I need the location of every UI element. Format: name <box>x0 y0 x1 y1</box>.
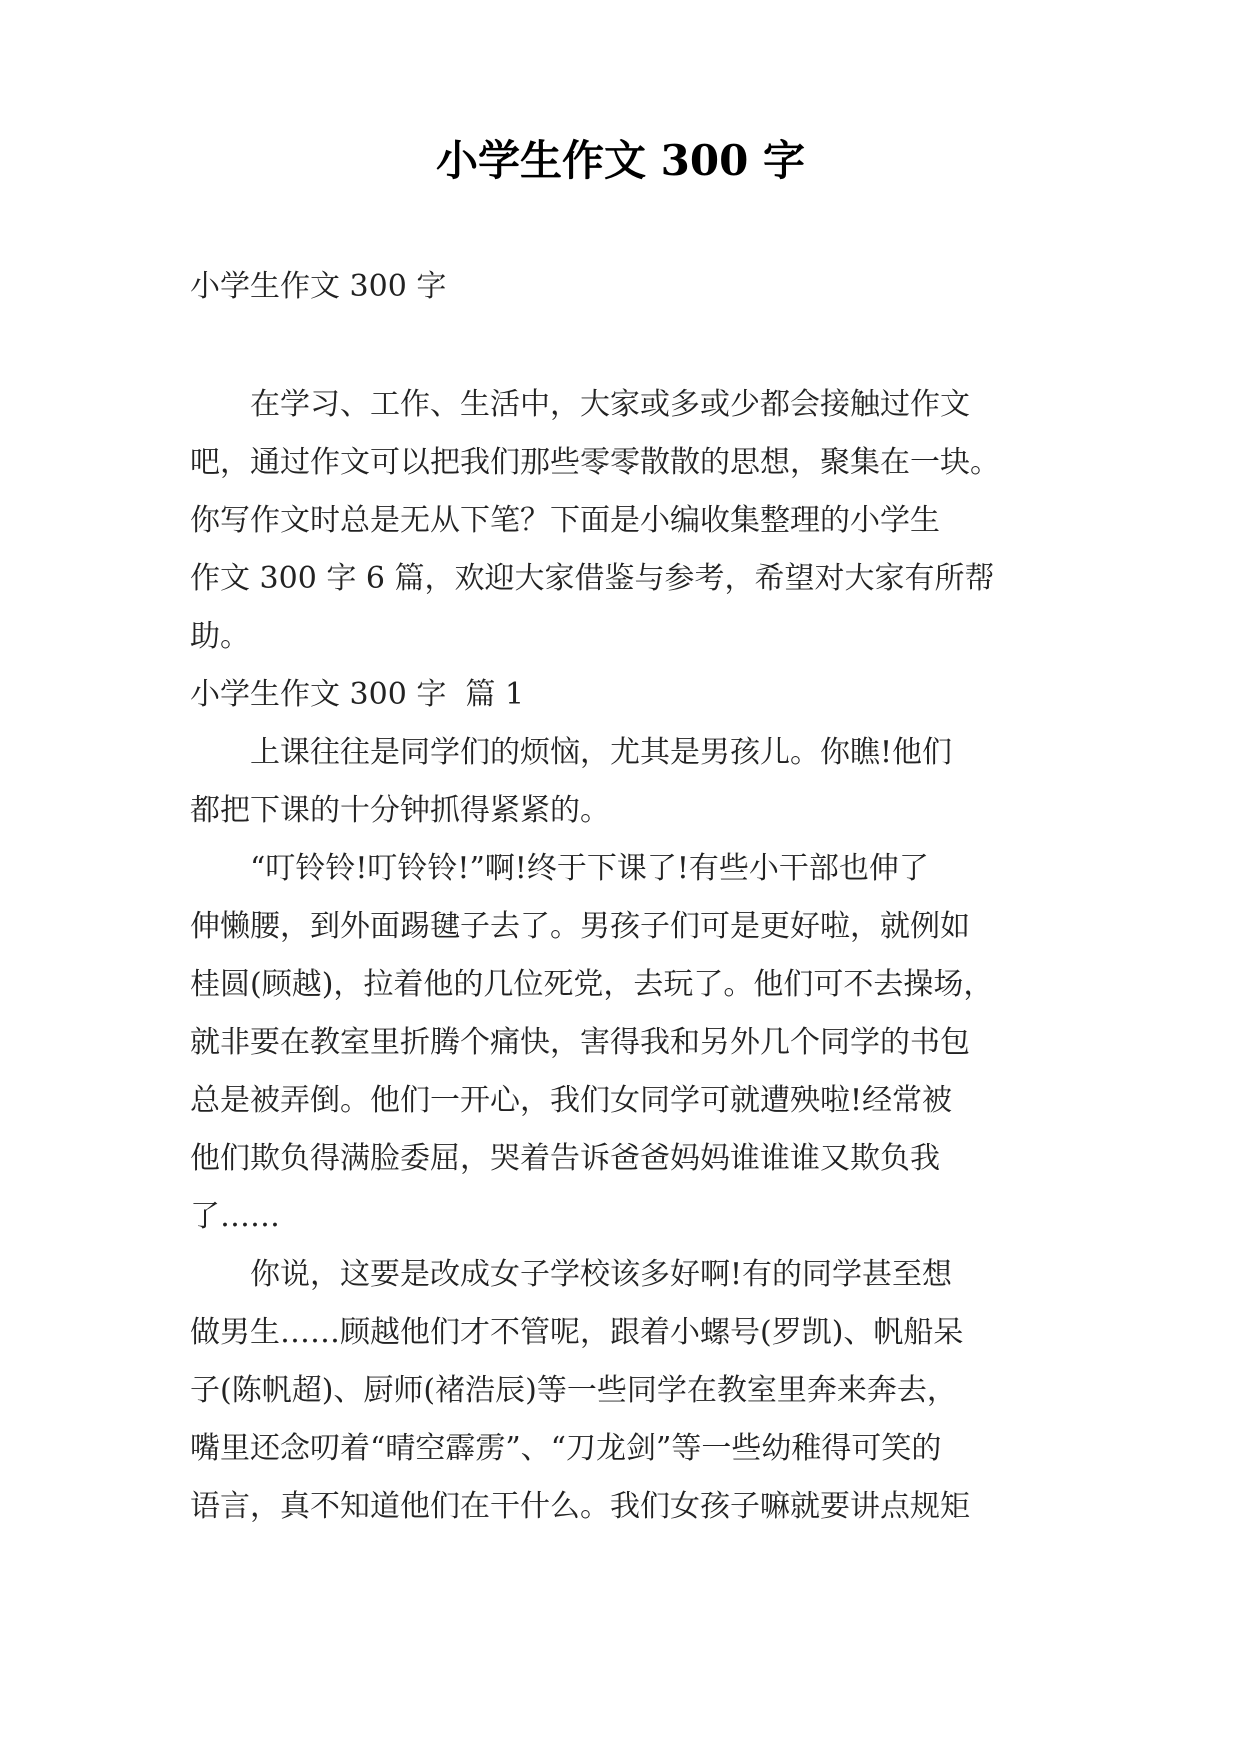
paragraph-line: 他们欺负得满脸委屈，哭着告诉爸爸妈妈谁谁谁又欺负我 <box>190 1141 940 1176</box>
document-subtitle: 小学生作文 300 字 <box>190 269 447 304</box>
paragraph-line: “叮铃铃!叮铃铃!”啊!终于下课了!有些小干部也伸了 <box>190 851 929 886</box>
intro-line: 在学习、工作、生活中，大家或多或少都会接触过作文 <box>190 387 970 422</box>
document-body <box>190 258 1052 1536</box>
intro-line: 作文 300 字 6 篇，欢迎大家借鉴与参考，希望对大家有所帮 <box>190 561 995 596</box>
body-paragraph-1 <box>190 724 1052 840</box>
body-paragraph-2 <box>190 840 1052 1246</box>
intro-line: 助。 <box>190 619 250 654</box>
paragraph-line: 子(陈帆超)、厨师(褚浩辰)等一些同学在教室里奔来奔去， <box>190 1373 957 1408</box>
paragraph-line: 语言，真不知道他们在干什么。我们女孩子嘛就要讲点规矩 <box>190 1489 970 1524</box>
paragraph-line: 都把下课的十分钟抓得紧紧的。 <box>190 793 610 828</box>
paragraph-line: 桂圆(顾越)，拉着他的几位死党，去玩了。他们可不去操场， <box>190 967 994 1002</box>
paragraph-line: 嘴里还念叨着“晴空霹雳”、“刀龙剑”等一些幼稚得可笑的 <box>190 1431 942 1466</box>
paragraph-line: 上课往往是同学们的烦恼，尤其是男孩儿。你瞧!他们 <box>190 735 953 770</box>
intro-line: 吧，通过作文可以把我们那些零零散散的思想，聚集在一块。 <box>190 445 1000 480</box>
paragraph-line: 总是被弄倒。他们一开心，我们女同学可就遭殃啦!经常被 <box>190 1083 953 1118</box>
section-heading: 小学生作文 300 字 篇 1 <box>190 677 525 712</box>
document-title: 小学生作文 300 字 <box>436 136 805 185</box>
paragraph-line: 你说，这要是改成女子学校该多好啊!有的同学甚至想 <box>190 1257 953 1292</box>
paragraph-line: 伸懒腰，到外面踢毽子去了。男孩子们可是更好啦，就例如 <box>190 909 970 944</box>
intro-paragraph <box>190 376 1052 666</box>
body-paragraph-3 <box>190 1246 1052 1536</box>
paragraph-line: 就非要在教室里折腾个痛快，害得我和另外几个同学的书包 <box>190 1025 970 1060</box>
paragraph-line: 了…… <box>190 1199 280 1234</box>
paragraph-line: 做男生……顾越他们才不管呢，跟着小螺号(罗凯)、帆船呆 <box>190 1315 964 1350</box>
intro-line: 你写作文时总是无从下笔？下面是小编收集整理的小学生 <box>190 503 940 538</box>
